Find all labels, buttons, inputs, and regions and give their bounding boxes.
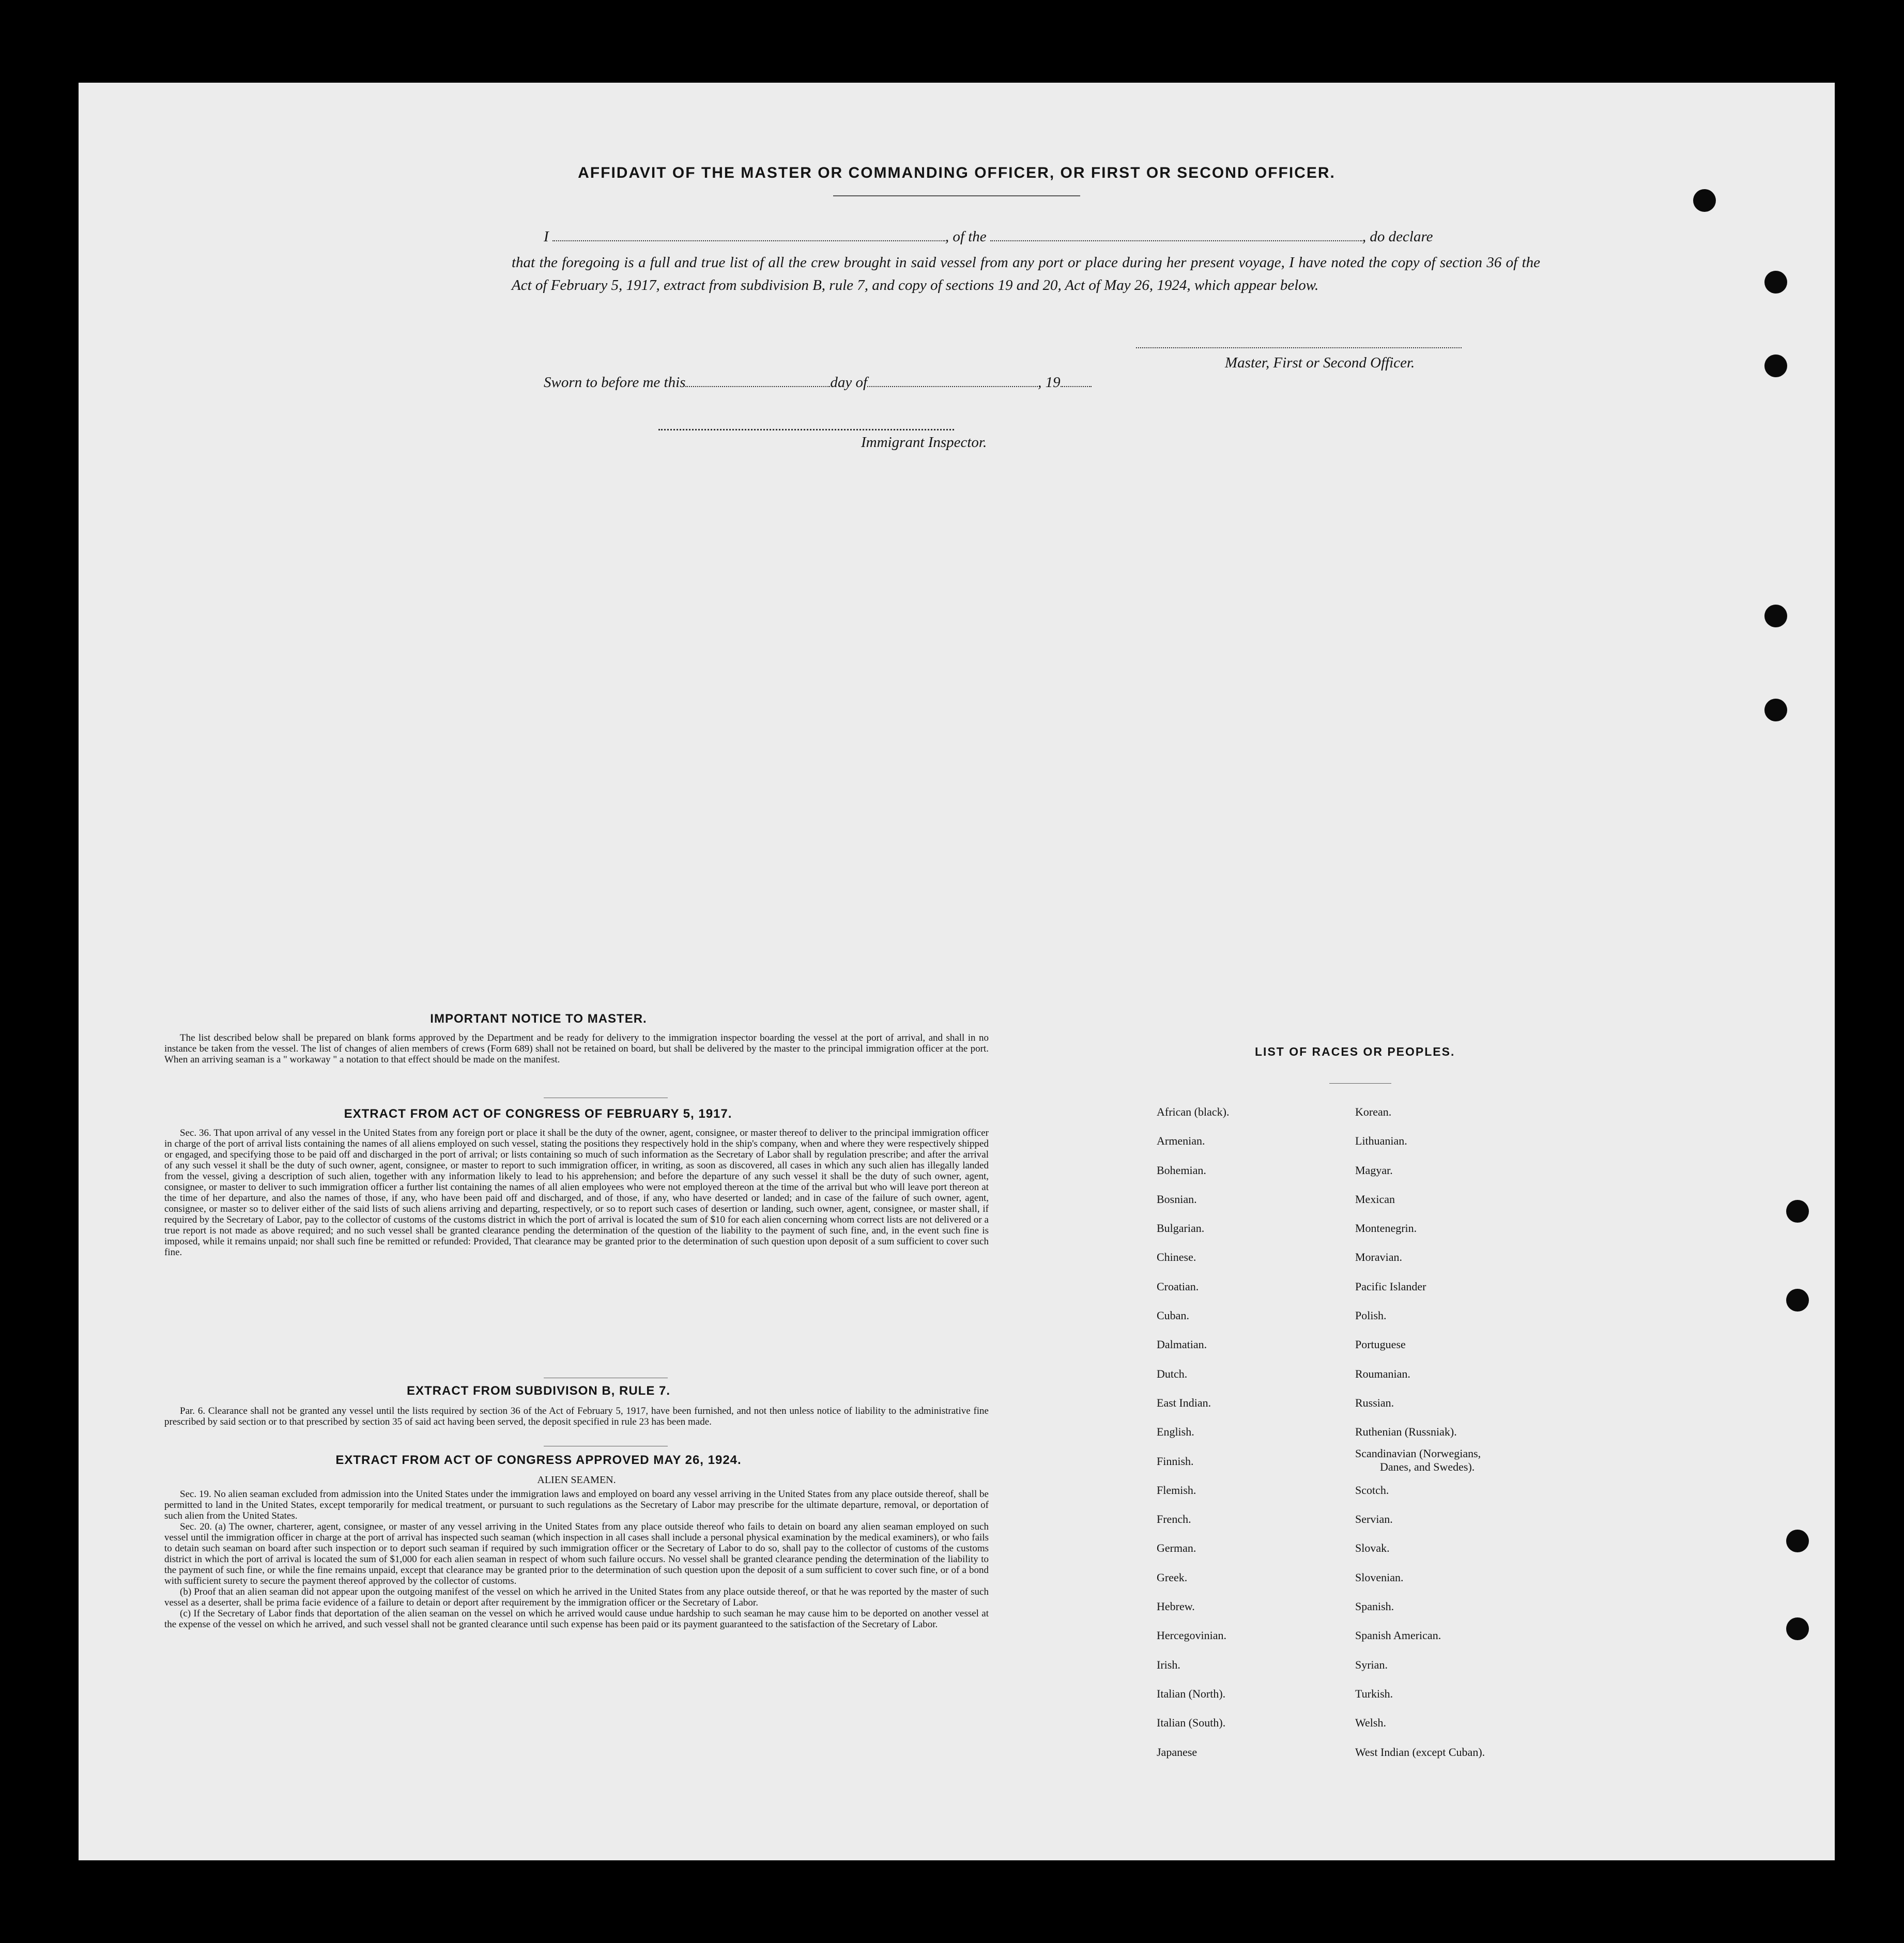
do-declare-label: , do declare <box>1362 228 1433 245</box>
rule7-paragraph: Par. 6. Clearance shall not be granted any vessel until the lists required by section 36 of the Act of February 5, 1917, have been furnished, and not then unless notice of liability to the administrative fine prescribed by said section or to that prescribed by section 35 of said act having been served, the deposit specified in rule 23 has been made. <box>164 1406 989 1427</box>
sec20b-paragraph: (b) Proof that an alien seaman did not appear upon the outgoing manifest of the vessel on which he arrived in the United States from any place outside thereof, or that he was reported by the master of such vessel as a deserter, shall be prima facie evidence of a failure to detain or deport after requirement by the immigration officer or the Secretary of Labor. <box>164 1586 989 1608</box>
year-field[interactable] <box>1061 375 1092 387</box>
sec19-paragraph: Sec. 19. No alien seaman excluded from admission into the United States under the immigration laws and employed on board any vessel arriving in the United States from any place outside thereof, shall be permitted to land in the United States, except temporarily for medical treatment, or pursuant to such regulations as the Secretary of Labor may prescribe for the ultimate departure, removal, or deportation of such alien from the United States. <box>164 1489 989 1521</box>
vessel-field[interactable] <box>990 229 1362 241</box>
race-item: Spanish American. <box>1355 1629 1441 1642</box>
race-item: Bulgarian. <box>1157 1222 1205 1235</box>
race-item: Ruthenian (Russniak). <box>1355 1425 1457 1439</box>
race-item: Servian. <box>1355 1513 1393 1526</box>
sec20a-paragraph: Sec. 20. (a) The owner, charterer, agent, consignee, or master of any vessel arriving in the United States from any place outside thereof who fails to detain on board any alien seaman employed on such vessel until the immigration officer in charge at the port of arrival has inspected such seaman (which inspection in all cases shall include a personal physical examination by the medical examiners), or who fails to detain such seaman on board after such inspection or to deport such seaman if required by such immigration officer or the Secretary of Labor to do so, shall pay to the collector of customs of the customs district in which the port of arrival is located the sum of $1,000 for each alien seaman in respect of whom such failure occurs. No vessel shall be granted clearance pending the determination of the liability to the payment of such fine, or while the fine remains unpaid, except that clearance may be granted prior to the determination of such question upon the deposit of a sum sufficient to cover such fine, or of a bond with sufficient surety to secure the payment thereof approved by the collector of customs. <box>164 1521 989 1586</box>
affidavit-first-line <box>544 228 1433 245</box>
alien-seamen-subtitle: ALIEN SEAMEN. <box>537 1474 616 1486</box>
extract-1917-title: EXTRACT FROM ACT OF CONGRESS OF FEBRUARY 5, 1917. <box>344 1107 732 1121</box>
race-item: Pacific Islander <box>1355 1279 1426 1293</box>
race-item: Flemish. <box>1157 1483 1196 1497</box>
race-item: Croatian. <box>1157 1279 1199 1293</box>
race-item: English. <box>1157 1425 1194 1439</box>
race-item <box>1355 1447 1485 1476</box>
race-item: Irish. <box>1157 1658 1180 1671</box>
races-column-1 <box>1157 1098 1229 1767</box>
race-item: Syrian. <box>1355 1658 1388 1671</box>
punch-hole <box>1693 189 1716 212</box>
race-item: Lithuanian. <box>1355 1134 1407 1148</box>
race-item: Dalmatian. <box>1157 1338 1207 1351</box>
sec36-paragraph: Sec. 36. That upon arrival of any vessel in the United States from any foreign port or place it shall be the duty of the owner, agent, consignee, or master thereof to deliver to the principal immigration officer in charge of the port of arrival lists containing the names of all aliens employed on such vessel, stating the positions they respectively hold in the ship's company, when and where they were respectively shipped or engaged, and specifying those to be paid off and discharged in the port of arrival; or lists containing so much of such information as the Secretary of Labor shall by regulation prescribe; and after the arrival of any such vessel it shall be the duty of such owner, agent, consignee, or master to report to such immigration officer, in writing, as soon as discovered, all cases in which any such alien has illegally landed from the vessel, giving a description of such alien, together with any information likely to lead to his apprehension; and before the departure of any such vessel it shall be the duty of such owner, agent, consignee, or master to deliver to such immigration officer a further list containing the names of all alien employees who were not employed thereon at the time of the arrival but who will leave port thereon at the time of her departure, and also the names of those, if any, who have been paid off and discharged, and of those, if any, who have deserted or landed; and in case of the failure of such owner, agent, consignee, or master so to deliver either of the said lists of such aliens arriving and departing, respectively, or so to report such cases of desertion or landing, such owner, agent, consignee, or master shall, if required by the Secretary of Labor, pay to the collector of customs of the customs district in which the port of arrival is located the sum of $10 for each alien concerning whom correct lists are not delivered or a true report is not made as above required; and no such vessel shall be granted clearance pending the determination of the question of the liability to the payment of such fine, and, in the event such fine is imposed, while it remains unpaid; nor shall such fine be remitted or refunded: Provided, That clearance may be granted prior to the determination of such question upon deposit of a sum sufficient to cover such fine. <box>164 1128 989 1258</box>
punch-hole <box>1764 605 1787 627</box>
name-field[interactable] <box>552 229 945 241</box>
sec20c-paragraph: (c) If the Secretary of Labor finds that deportation of the alien seaman on the vessel on which he arrived would cause undue hardship to such seaman he may cause him to be deported on another vessel at the expense of the vessel on which he arrived, and such vessel shall not be granted clearance until such expense has been paid or its payment guaranteed to the satisfaction of the Secretary of Labor. <box>164 1608 989 1630</box>
races-title: LIST OF RACES OR PEOPLES. <box>1255 1045 1455 1058</box>
of-the-label: , of the <box>945 228 987 245</box>
punch-hole <box>1764 354 1787 377</box>
punch-hole <box>1786 1617 1809 1640</box>
rule7-title: EXTRACT FROM SUBDIVISON B, RULE 7. <box>406 1384 671 1398</box>
race-item: Polish. <box>1355 1309 1387 1322</box>
race-item: East Indian. <box>1157 1396 1211 1409</box>
races-underline <box>1329 1083 1391 1084</box>
race-item: Cuban. <box>1157 1309 1189 1322</box>
form-page <box>79 83 1835 1860</box>
notice-title: IMPORTANT NOTICE TO MASTER. <box>430 1012 647 1026</box>
year-prefix: , 19 <box>1038 374 1061 391</box>
race-item: Italian (North). <box>1157 1687 1226 1700</box>
affidavit-body: that the foregoing is a full and true list of all the crew brought in said vessel from any port or place during her present voyage, I have noted the copy of section 36 of the Act of February 5, 1917, extract from subdivision B, rule 7, and copy of sections 19 and 20, Act of May 26, 1924, which appear below. <box>512 254 1540 294</box>
inspector-label: Immigrant Inspector. <box>861 434 987 451</box>
notice-paragraph: The list described below shall be prepared on blank forms approved by the Department and be ready for delivery to the immigration inspector boarding the vessel at the port of arrival, and shall in no instance be taken from the vessel. The list of changes of alien members of crews (Form 689) shall not be retained on board, but shall be delivered by the master to the principal immigration officer at the port. When an arriving seaman is a " workaway " a notation to that effect should be made on the manifest. <box>164 1032 989 1065</box>
month-field[interactable] <box>867 375 1038 387</box>
race-item: Russian. <box>1355 1396 1394 1409</box>
race-item: Portuguese <box>1355 1338 1406 1351</box>
race-item: Hercegovinian. <box>1157 1629 1226 1642</box>
race-item: Armenian. <box>1157 1134 1205 1148</box>
race-item: Italian (South). <box>1157 1716 1226 1730</box>
race-item-line: Scandinavian (Norwegians, <box>1355 1446 1481 1460</box>
extract-1924-text <box>164 1474 989 1630</box>
inspector-line[interactable] <box>658 429 954 430</box>
race-item: West Indian (except Cuban). <box>1355 1745 1485 1759</box>
punch-hole <box>1786 1289 1809 1312</box>
title-underline <box>833 195 1080 196</box>
notice-text <box>164 1032 989 1065</box>
race-item: Slovenian. <box>1355 1570 1404 1584</box>
races-column-2 <box>1355 1098 1485 1767</box>
punch-hole <box>1764 271 1787 294</box>
race-item: Bohemian. <box>1157 1163 1206 1177</box>
race-item: Chinese. <box>1157 1251 1196 1264</box>
race-item: Welsh. <box>1355 1716 1386 1730</box>
race-item: Hebrew. <box>1157 1600 1195 1613</box>
extract-1917-text <box>164 1128 989 1258</box>
race-item: Spanish. <box>1355 1600 1394 1613</box>
i-label: I <box>544 228 549 245</box>
race-item: Finnish. <box>1157 1454 1194 1468</box>
signature-label: Master, First or Second Officer. <box>1225 354 1415 371</box>
race-item: Korean. <box>1355 1105 1392 1118</box>
day-field[interactable] <box>685 375 830 387</box>
punch-hole <box>1786 1200 1809 1223</box>
sworn-prefix: Sworn to before me this <box>544 374 686 391</box>
race-item: Montenegrin. <box>1355 1222 1417 1235</box>
rule7-text <box>164 1406 989 1427</box>
race-item: Turkish. <box>1355 1687 1393 1700</box>
punch-hole <box>1764 699 1787 721</box>
race-item: Greek. <box>1157 1570 1188 1584</box>
race-item: Mexican <box>1355 1192 1395 1206</box>
race-item: Slovak. <box>1355 1541 1390 1555</box>
race-item: German. <box>1157 1541 1196 1555</box>
race-item: Japanese <box>1157 1745 1197 1759</box>
race-item: French. <box>1157 1513 1191 1526</box>
punch-hole <box>1786 1530 1809 1552</box>
race-item-line: Danes, and Swedes). <box>1380 1460 1475 1473</box>
signature-line[interactable] <box>1136 347 1462 348</box>
race-item: Scotch. <box>1355 1483 1389 1497</box>
race-item: Moravian. <box>1355 1251 1403 1264</box>
sworn-line <box>544 374 1092 391</box>
affidavit-title: AFFIDAVIT OF THE MASTER OR COMMANDING OFFICER, OR FIRST OR SECOND OFFICER. <box>578 164 1335 181</box>
day-of-label: day of <box>830 374 868 391</box>
race-item: Magyar. <box>1355 1163 1393 1177</box>
extract-1924-title: EXTRACT FROM ACT OF CONGRESS APPROVED MAY 26, 1924. <box>335 1453 742 1467</box>
race-item: Roumanian. <box>1355 1367 1410 1380</box>
race-item: Bosnian. <box>1157 1192 1197 1206</box>
race-item: Dutch. <box>1157 1367 1188 1380</box>
race-item: African (black). <box>1157 1105 1230 1118</box>
